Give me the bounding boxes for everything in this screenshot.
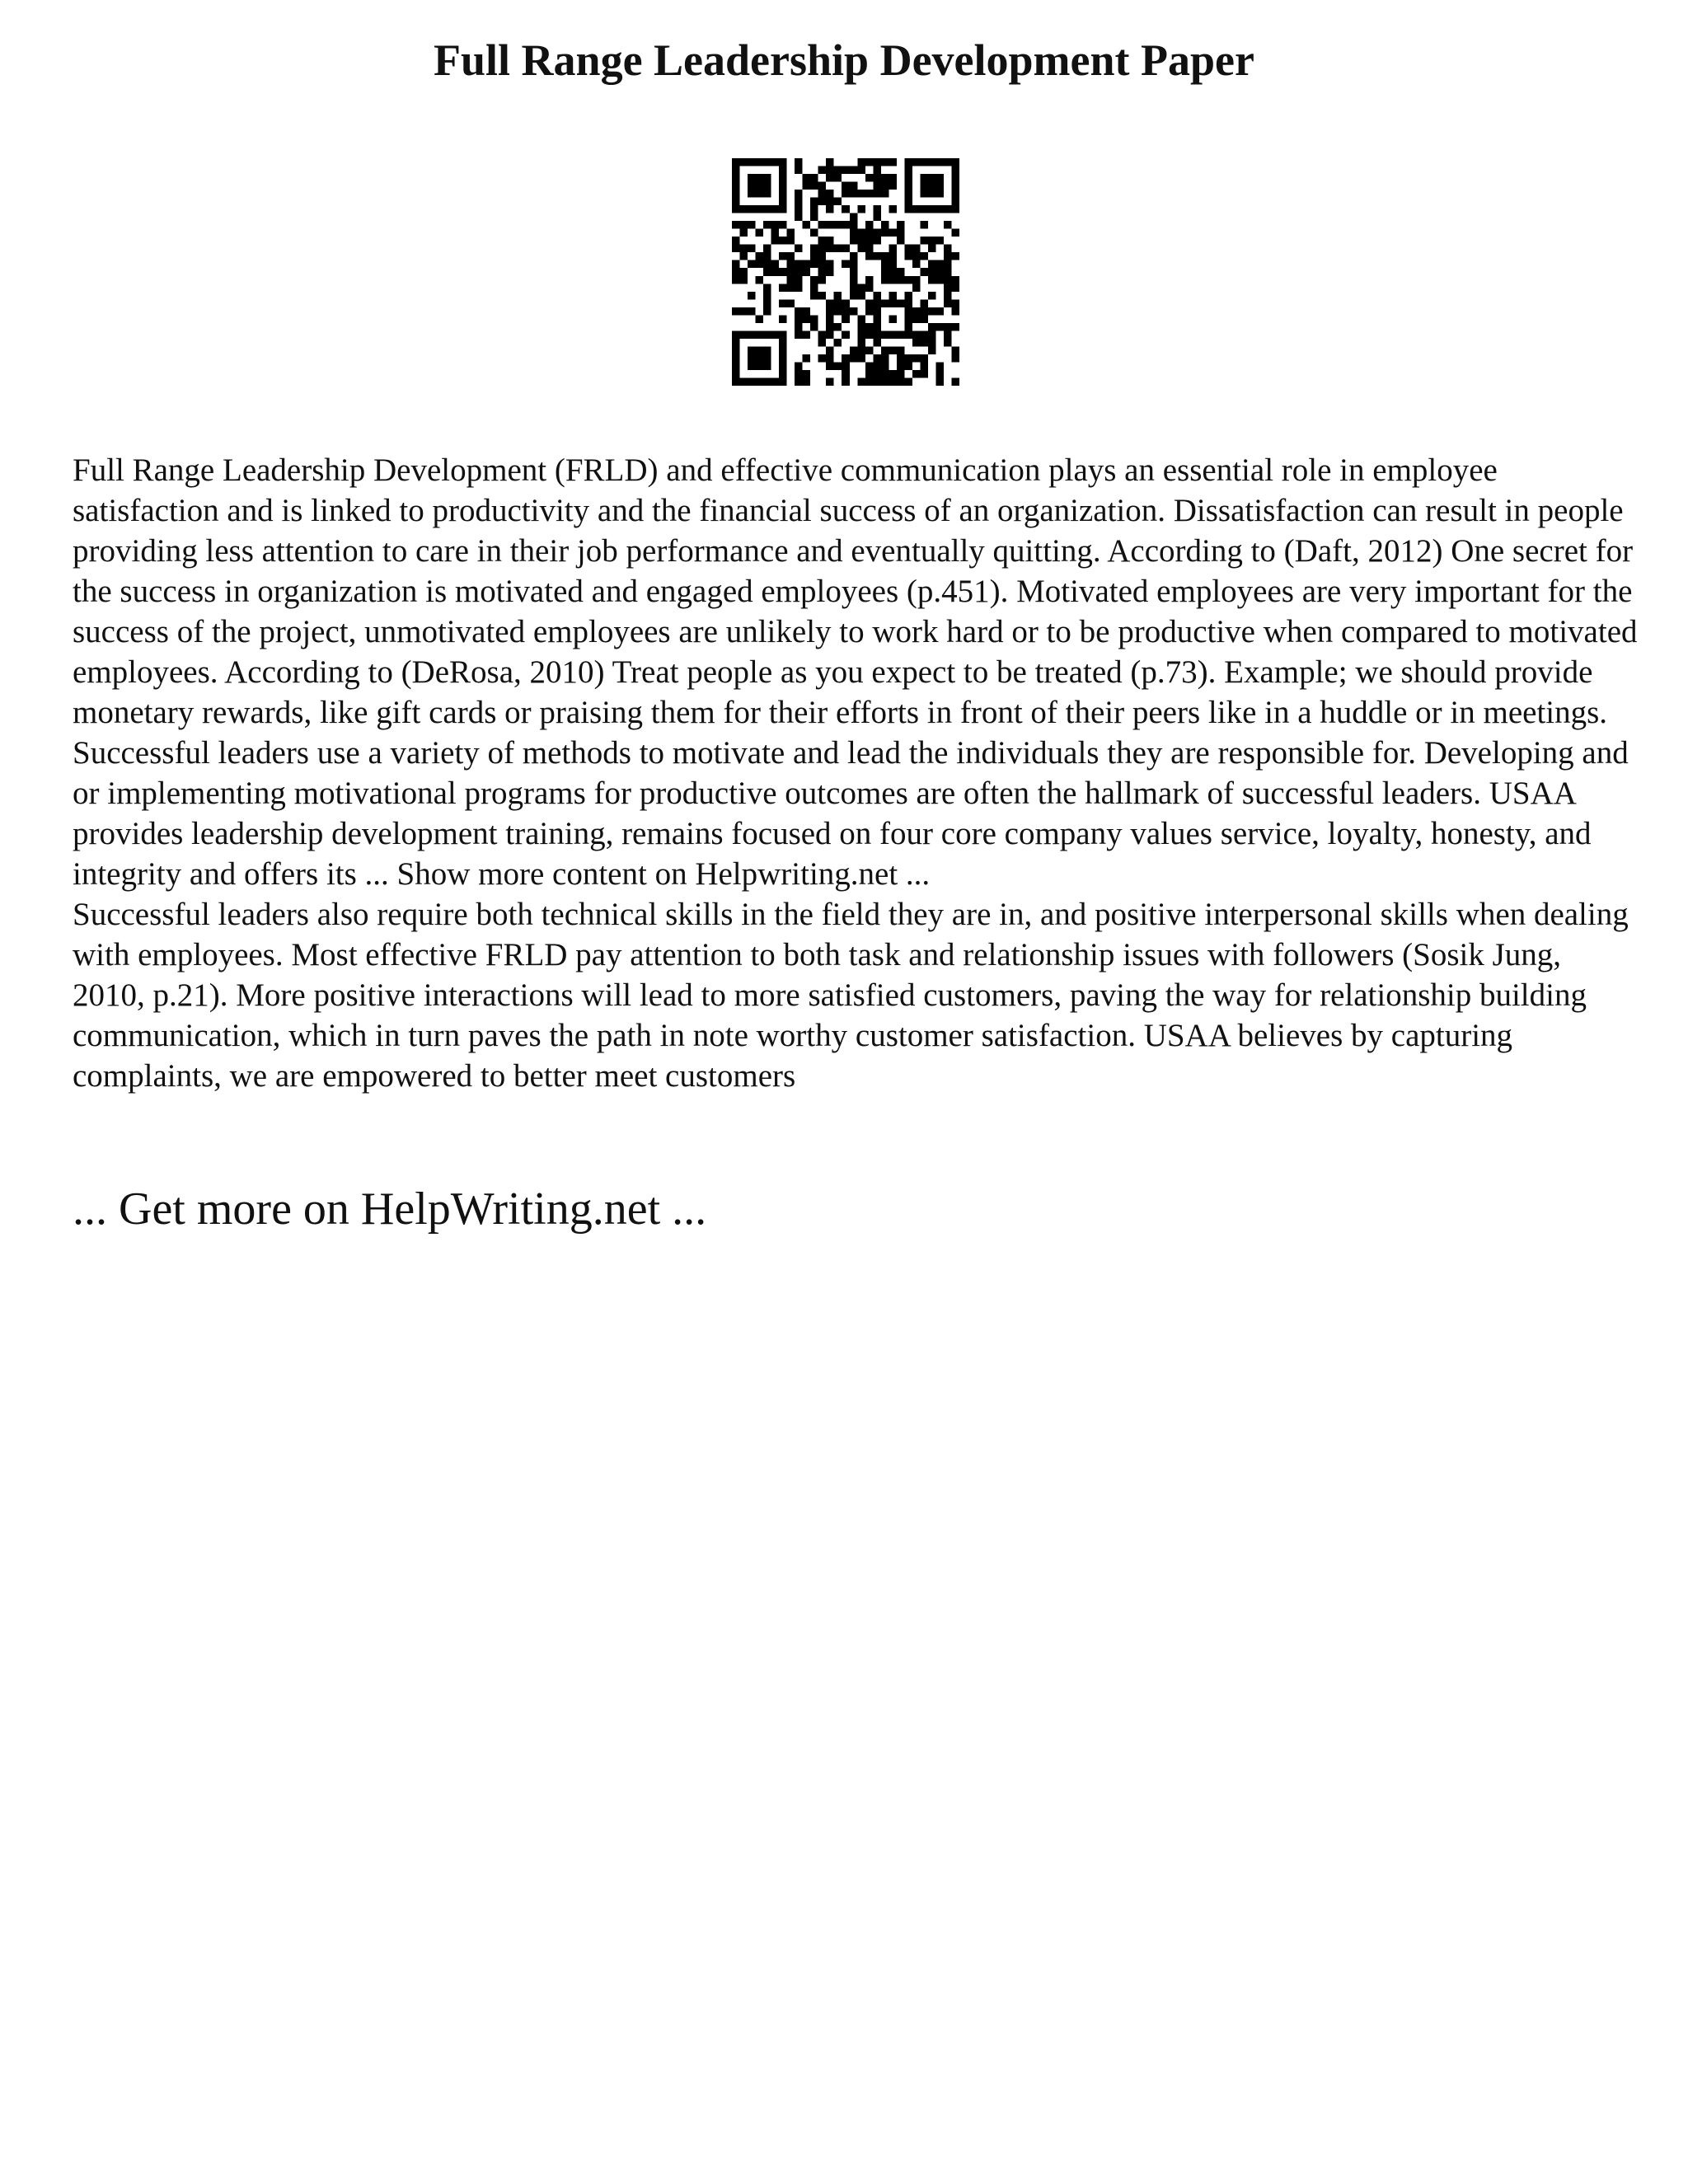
get-more-link[interactable]: ... Get more on HelpWriting.net ... xyxy=(73,1183,707,1235)
body-text xyxy=(73,450,1639,1096)
paragraph-3: Successful leaders also require both technical skills in the field they are in, and positive interpersonal skills when dealing with employees. Most effective FRLD pay attention to both task and relationship issues with followers (Sosik Jung, 2010, p.21). More positive interactions will lead to more satisfied customers, paving the way for relationship building communication, which in turn paves the path in note worthy customer satisfaction. USAA believes by capturing complaints, we are empowered to better meet customers xyxy=(73,897,1629,1094)
paragraph-1: Full Range Leadership Development (FRLD) and effective communication plays an essential role in employee satisfaction and is linked to productivity and the financial success of an organization. Dissatisfaction can result in people providing less attention to care in their job performance and eventually quitting. According to (Daft, 2012) One secret for the success in organization is motivated and engaged employees (p.451). Motivated employees are very important for the success of the project, unmotivated employees are unlikely to work hard or to be productive when compared to motivated employees. According to (DeRosa, 2010) Treat people as you expect to be treated (p.73). Example; we should provide monetary rewards, like gift cards or praising them for their efforts in front of their peers like in a huddle or in meetings. xyxy=(73,452,1638,730)
paragraph-2: Successful leaders use a variety of methods to motivate and lead the individuals they are responsible for. Developing and or implementing motivational programs for productive outcomes are often the hallmark of successful leaders. USAA provides leadership development training, remains focused on four core company values service, loyalty, honesty, and integrity and offers its ... Show more content on Helpwriting.net ... xyxy=(73,735,1629,892)
page-title: Full Range Leadership Development Paper xyxy=(434,35,1254,85)
qr-code-icon xyxy=(732,158,959,386)
